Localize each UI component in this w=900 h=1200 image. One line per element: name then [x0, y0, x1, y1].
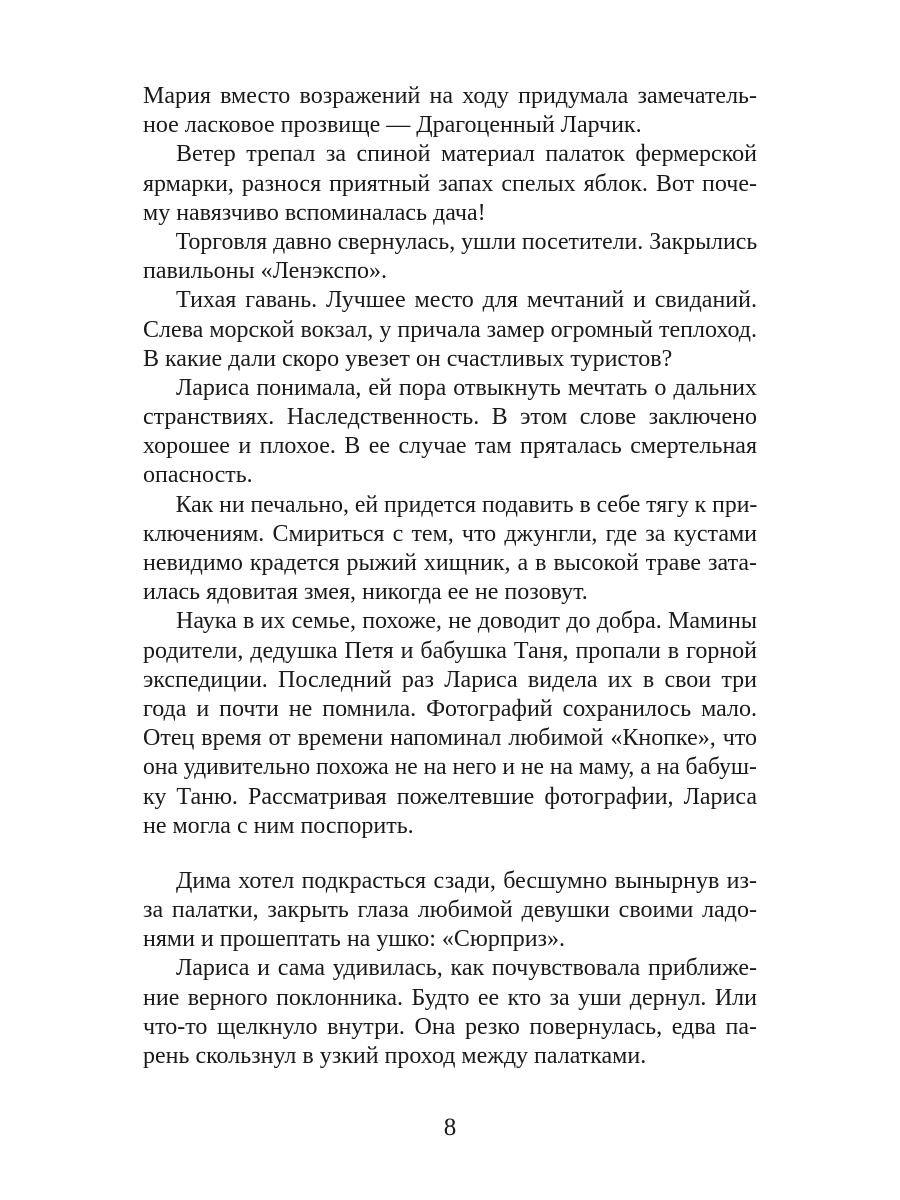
paragraph [143, 286, 757, 374]
text-line: Тихая гавань. Лучшее место для мечтаний и свиданий. [176, 287, 757, 314]
text-line: Слева морской вокзал, у причала замер огромный теплоход. [143, 316, 757, 343]
text-line: Торговля давно свернулась, ушли посетители. Закрылись [175, 228, 758, 255]
paragraph [143, 228, 757, 286]
paragraph [143, 140, 757, 228]
text-line: родители, дедушка Петя и бабушка Таня, пропали в горной [143, 637, 757, 664]
text-line: рень скользнул в узкий проход между палатками. [143, 1043, 647, 1069]
page-body-text [143, 82, 757, 1071]
text-line: Лариса понимала, ей пора отвыкнуть мечтать о дальних [176, 374, 757, 401]
text-line: Лариса и сама удивилась, как почувствовала приближе- [176, 955, 757, 982]
text-line: павильоны «Ленэкспо». [143, 258, 388, 285]
text-line: Наука в их семье, похоже, не доводит до добра. Мамины [176, 608, 757, 635]
text-line: года и почти не помнила. Фотографий сохранилось мало. [143, 695, 757, 722]
text-line: опасность. [143, 462, 253, 489]
paragraph [143, 607, 757, 841]
text-line: му навязчиво вспоминалась дача! [143, 199, 486, 226]
page-number: 8 [443, 1114, 457, 1141]
text-line: что-то щелкнуло внутри. Она резко повернулась, едва па- [143, 1013, 757, 1040]
paragraph [143, 374, 757, 491]
text-line: она удивительно похожа не на него и не на маму, а на бабуш- [143, 754, 757, 781]
text-line: Мария вместо возражений на ходу придумала замечатель- [143, 83, 757, 109]
text-line: нями и прошептать на ушко: «Сюрприз». [143, 926, 566, 953]
text-line: Отец время от времени напоминал любимой «Кнопке», что [143, 725, 757, 752]
text-line: ку Таню. Рассматривая пожелтевшие фотографии, Лариса [143, 783, 757, 810]
text-line: илась ядовитая змея, никогда ее не позовут. [143, 579, 588, 606]
text-line: ное ласковое прозвище — Драгоценный Ларчик. [143, 112, 642, 139]
text-line: Ветер трепал за спиной материал палаток фермерской [176, 141, 757, 168]
text-line: ключениям. Смириться с тем, что джунгли, где за кустами [143, 520, 757, 547]
text-section [143, 867, 757, 1071]
text-line: за палатки, закрыть глаза любимой девушки своими ладо- [143, 897, 757, 924]
paragraph [143, 867, 757, 955]
text-line: ние верного поклонника. Будто ее кто за уши дернул. Или [143, 984, 757, 1011]
paragraph [143, 954, 757, 1071]
text-line: Дима хотел подкрасться сзади, бесшумно вынырнув из- [176, 867, 757, 894]
text-line: странствиях. Наследственность. В этом слове заключено [143, 404, 757, 431]
text-line: экспедиции. Последний раз Лариса видела их в свои три [143, 666, 757, 693]
paragraph [143, 82, 757, 140]
text-line: Как ни печально, ей придется подавить в себе тягу к при- [175, 491, 758, 518]
text-line: невидимо крадется рыжий хищник, а в высокой траве зата- [143, 550, 757, 576]
text-line: не могла с ним поспорить. [143, 812, 414, 839]
text-line: хорошее и плохое. В ее случае там пряталась смертельная [143, 433, 757, 460]
paragraph [143, 491, 757, 608]
text-line: В какие дали скоро увезет он счастливых туристов? [143, 345, 673, 372]
section-break [143, 841, 757, 867]
text-section [143, 82, 757, 841]
text-line: ярмарки, разнося приятный запах спелых яблок. Вот поче- [143, 170, 757, 197]
